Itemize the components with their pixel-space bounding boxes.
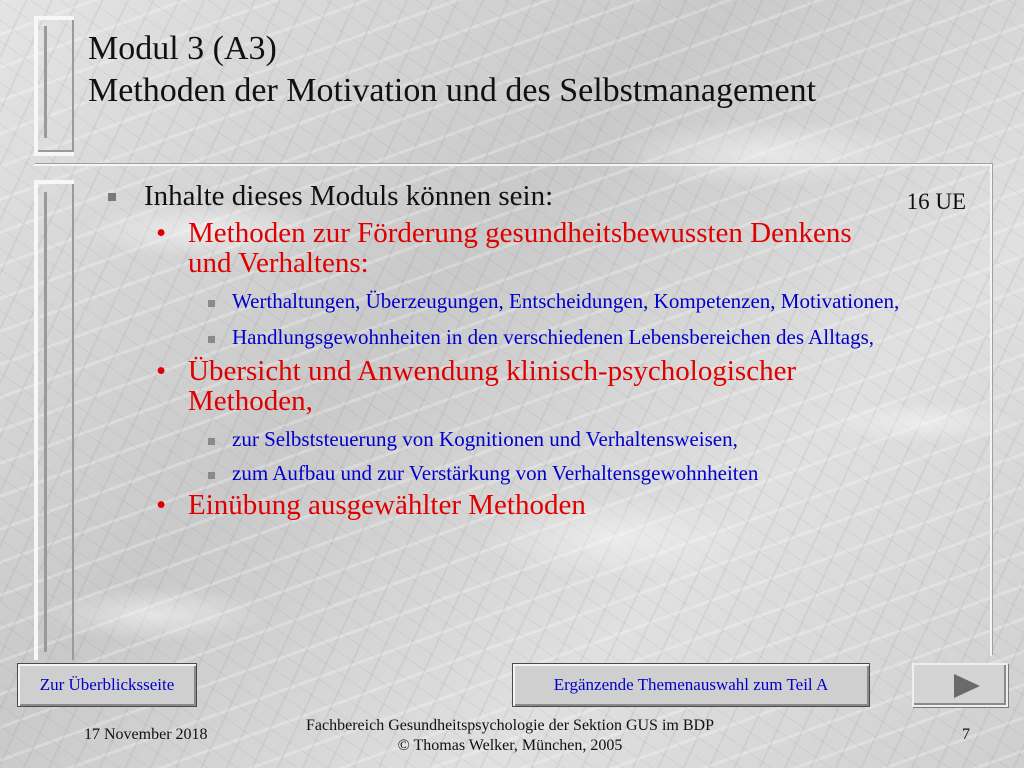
bullet-dot-icon: • <box>156 489 167 521</box>
section-item <box>108 356 978 416</box>
section-item <box>108 218 978 278</box>
square-bullet-icon <box>208 300 215 307</box>
slide-content <box>108 180 978 520</box>
overview-button[interactable]: Zur Überblicksseite <box>17 663 197 707</box>
section-item <box>108 490 978 520</box>
subsection-text: Handlungsgewohnheiten in den verschiedenen Lebensbereichen des Alltags, <box>232 325 875 349</box>
bullet-dot-icon: • <box>156 217 167 249</box>
subsection-item <box>108 324 978 350</box>
subsection-item <box>108 460 978 486</box>
subsection-text: zum Aufbau und zur Verstärkung von Verhaltensgewohnheiten <box>232 461 759 485</box>
next-slide-button[interactable] <box>912 663 1008 707</box>
slide-title-line2: Methoden der Motivation und des Selbstmanagement <box>88 72 817 109</box>
square-bullet-icon <box>208 438 215 445</box>
section-label: Einübung ausgewählter Methoden <box>188 489 586 521</box>
slide-title-line1: Modul 3 (A3) <box>88 30 277 67</box>
square-bullet-icon <box>108 193 116 201</box>
title-bracket-shadow <box>44 26 71 138</box>
content-bracket-shadow <box>44 192 67 652</box>
square-bullet-icon <box>208 336 215 343</box>
section-label: Methoden zur Förderung gesundheitsbewussten Denkens und Verhaltens: <box>188 217 852 279</box>
play-next-icon <box>954 674 980 698</box>
footer-date: 17 November 2018 <box>84 726 208 743</box>
footer-organization <box>230 716 790 756</box>
slide-title <box>88 28 816 112</box>
subsection-item <box>108 288 978 314</box>
footer-org-line2: © Thomas Welker, München, 2005 <box>397 737 623 754</box>
page-number: 7 <box>962 726 970 743</box>
section-label: Übersicht und Anwendung klinisch-psychologischer Methoden, <box>188 355 797 417</box>
subsection-text: Werthaltungen, Überzeugungen, Entscheidungen, Kompetenzen, Motivationen, <box>232 289 900 313</box>
units-label: 16 UE <box>906 189 966 214</box>
square-bullet-icon <box>208 472 215 479</box>
themes-button[interactable]: Ergänzende Themenauswahl zum Teil A <box>512 663 870 707</box>
footer-org-line1: Fachbereich Gesundheitspsychologie der Sektion GUS im BDP <box>306 717 714 734</box>
subsection-text: zur Selbststeuerung von Kognitionen und Verhaltensweisen, <box>232 427 738 451</box>
content-heading-row <box>108 180 978 212</box>
content-heading: Inhalte dieses Moduls können sein: <box>144 180 554 212</box>
subsection-item <box>108 426 978 452</box>
bullet-dot-icon: • <box>156 355 167 387</box>
